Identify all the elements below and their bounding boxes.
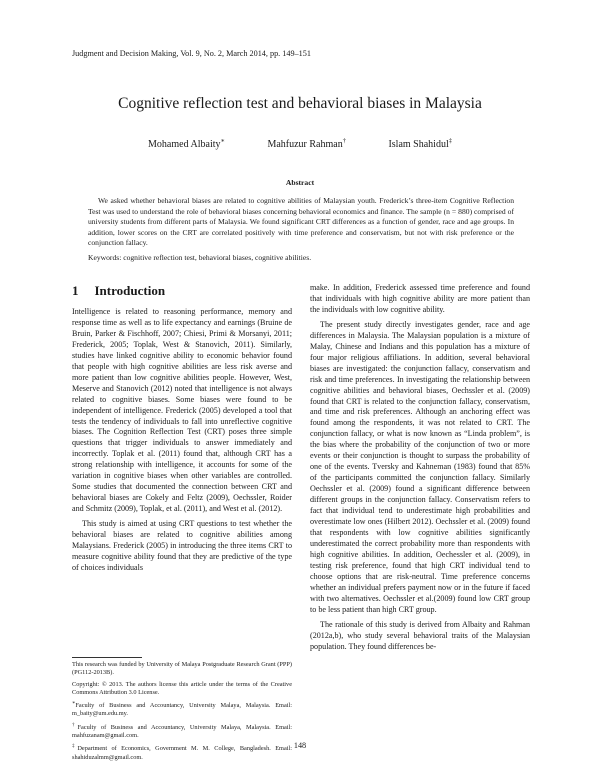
paragraph: The rationale of this study is derived from Albaity and Rahman (2012a,b), who study several behavioral traits of the Malaysian population. They found differences be-	[310, 619, 530, 651]
author-2-mark: †	[342, 138, 346, 145]
footnote-text: Faculty of Business and Accountancy, University Malaya, Malaysia. Email: mahfuzanam@gmail.com.	[72, 723, 293, 739]
author-2-name: Mahfuzur Rahman	[267, 139, 343, 151]
author-2	[267, 139, 346, 150]
footnote-funding: This research was funded by University of Malaya Postgraduate Research Grant (PPP) (PG112-2013B).	[72, 661, 292, 677]
footnote-mark: †	[72, 722, 78, 728]
footnote-mark: ∗	[72, 701, 76, 706]
paper-title: Cognitive reflection test and behavioral biases in Malaysia	[118, 95, 482, 112]
author-1	[148, 139, 225, 150]
footnote-copyright: Copyright: © 2013. The authors license this article under the terms of the Creative Commons Attribution 3.0 License.	[72, 680, 292, 696]
paragraph: This study is aimed at using CRT questions to test whether the behavioral biases are related to cognitive abilities among Malaysians. Frederick (2005) in introducing the three items CRT to measure cognitive ability found that they are predictive of the type of choices individuals	[72, 519, 292, 572]
footnote-rule	[72, 657, 142, 658]
abstract-heading: Abstract	[285, 178, 315, 187]
author-list	[0, 137, 600, 150]
right-column	[310, 283, 530, 652]
footnote-mark: ‡	[72, 744, 78, 750]
footnote-affiliation-2	[72, 722, 292, 741]
section-heading	[72, 283, 165, 299]
author-3-mark: ‡	[448, 138, 452, 145]
section-number: 1	[72, 283, 79, 298]
section-title: Introduction	[94, 283, 166, 298]
paragraph: The present study directly investigates gender, race and age differences in Malaysia. The Malaysian population is a mixture of Malay, Chinese and Indians and this population has a mixture of four major religious affiliations. In addition, several behavioral biases are investigated: the conjunction fallacy, conservatism and risk and time preferences. In investigating the relationship between cognitive abilities and behavioral biases, Oechssler et al. (2009) found that CRT is related to the conjunction fallacy, conservatism, and time and risk preferences. Although an anchoring effect was found among the respondents, it was not related to CRT. The conjunction fallacy, or what is now known as “Linda problem”, is the bias where the probability of the conjunction of two or more events or their conjunction is thought to surpass the probability of one of the events. Tversky and Kahneman (1983) found that 85% of the participants committed the conjunction fallacy. Similarly Oechssler et al. (2009) found a significant difference between different groups in the conjunction fallacy. Conservatism refers to fact that individual tend to underestimate high probabilities and overestimate low ones (Hilbert 2012). Oechssler et al. (2009) found that respondents with low cognitive abilities significantly underestimated the correct probability more than respondents with high cognitive abilities. In addition, Oechessler et al. (2009), in testing risk preference, found that high CRT individual tend to choose options that are risk-neutral. Time preference concerns whether an individual prefers payment now or in the future if faced with two alternatives. Oechssler et al.(2009) found low CRT group to be less patient than high CRT group.	[310, 319, 530, 614]
author-1-mark: ∗	[220, 138, 225, 145]
author-1-name: Mohamed Albaity	[148, 139, 221, 151]
footnote-text: Faculty of Business and Accountancy, University Malaya, Malaysia. Email: m_baity@um.edu.my.	[72, 702, 292, 718]
paragraph: Intelligence is related to reasoning performance, memory and response time as well as to life expectancy and earnings (Bruine de Bruin, Parker & Fischhoff, 2007; Chiesi, Primi & Morsanyi, 2011; Frederick, 2005; Toplak, West & Stanovich, 2011). Similarly, studies have linked cognitive ability to economic behavior found that people with high cognitive abilities are less risk averse and more patient than low cognitive abilities people. However, West, Meserve and Stanovich (2012) noted that intelligence is not always related to cognitive biases. Some biases were found to be independent of intelligence. Frederick (2005) developed a tool that tests the tendency of individuals to fall into unreflective cognitive biases. The Cognition Reflection Test (CRT) poses three simple questions that trigger individuals to answer immediately and incorrectly. Toplak et al. (2011) found that, although CRT has a strong relationship with intelligence, it accounts for some of the variation in cognitive biases when other variables are controlled. Some studies that documented the connection between CRT and behavioral biases are Cokely and Feltz (2009), Oechssler, Roider and Schmitz (2009), Toplak, et al. (2011), and West et al. (2012).	[72, 307, 292, 514]
author-3	[388, 139, 452, 150]
abstract-text: We asked whether behavioral biases are related to cognitive abilities of Malaysian youth. Frederick’s three-item Cognitive Reflection Test was used to understand the role of behavioral biases concerning behavioral economics and finance. The sample (n = 880) comprised of university students from different parts of Malaysia. We found significant CRT differences as a function of gender, race and age groups. In addition, lower scores on the CRT are correlated positively with time preference and conservatism, but not with risk preference or the conjunction fallacy.	[88, 196, 514, 248]
left-column	[72, 307, 292, 574]
journal-header: Judgment and Decision Making, Vol. 9, No. 2, March 2014, pp. 149–151	[72, 49, 311, 58]
author-3-name: Islam Shahidul	[388, 139, 449, 151]
footnote-text: Department of Economics, Government M. M. College, Bangladesh. Email: shahiduzalmm@gmail.com.	[72, 745, 293, 761]
footnote-affiliation-1	[72, 700, 292, 719]
paragraph: make. In addition, Frederick assessed time preference and found that individuals with high cognitive ability are more patient than the individuals with low cognitive ability.	[310, 283, 530, 314]
keywords: Keywords: cognitive reflection test, behavioral biases, cognitive abilities.	[88, 253, 312, 262]
page-number: 148	[293, 741, 307, 750]
